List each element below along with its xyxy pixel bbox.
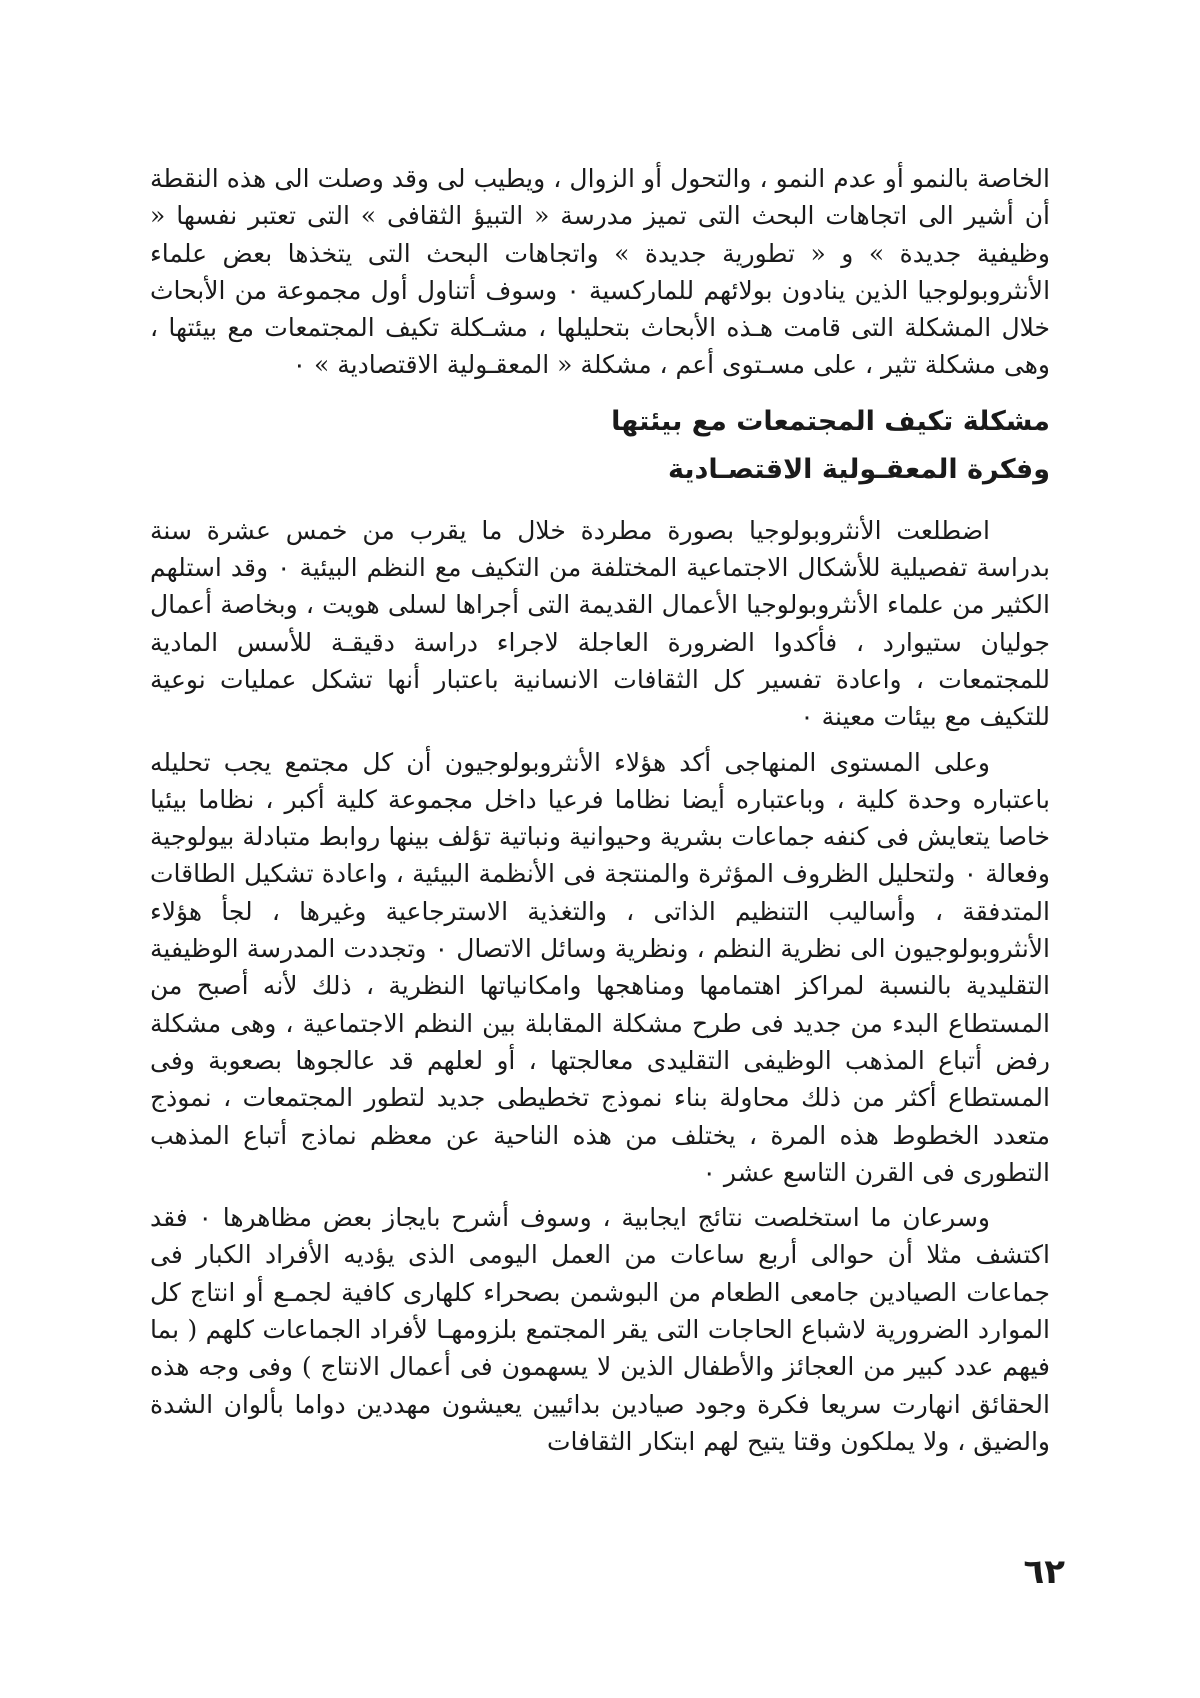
paragraph-adaptation-studies: اضطلعت الأنثروبولوجيا بصورة مطردة خلال ما يقرب من خمس عشرة سنة بدراسة تفصيلية للأشكال الاجتماعية المختلفة من التكيف مع النظم البيئية ٠ وقد استلهم الكثير من علماء الأنثروبولوجيا الأعمال القديمة التى أجراها لسلى هويت ، وبخاصة أعمال جوليان ستيوارد ، فأكدوا الضرورة العاجلة لاجراء دراسة دقيقـة للأسس المادية للمجتمعات ، واعادة تفسير كل الثقافات الانسانية باعتبار أنها تشكل عمليات نوعية للتكيف مع بيئات معينة ٠ — [150, 515, 1050, 732]
section-heading-line-1: مشكلة تكيف المجتمعات مع بيئتها — [611, 405, 1050, 437]
page-body — [150, 160, 1050, 1460]
paragraph-results: وسرعان ما استخلصت نتائج ايجابية ، وسوف أشرح بايجاز بعض مظاهرها ٠ فقد اكتشف مثلا أن حوالى أربع ساعات من العمل اليومى الذى يؤديه الأفراد الكبار فى جماعات الصيادين جامعى الطعام من البوشمن بصحراء كلهارى كافية لجمـع أو انتاج كل الموارد الضرورية لاشباع الحاجات التى يقر المجتمع بلزومهـا لأفراد الجماعات كلهم ( بما فيهم عدد كبير من العجائز والأطفال الذين لا يسهمون فى أعمال الانتاج ) وفى وجه هذه الحقائق انهارت سريعا فكرة وجود صيادين بدائيين يعيشون مهددين دواما بألوان الشدة والضيق ، ولا يملكون وقتا يتيح لهم ابتكار الثقافات — [150, 1203, 1050, 1456]
section-heading-line-2: وفكرة المعقـولية الاقتصـادية — [668, 453, 1050, 485]
paragraph-intro: الخاصة بالنمو أو عدم النمو ، والتحول أو الزوال ، ويطيب لى وقد وصلت الى هذه النقطة أن أشير الى اتجاهات البحث التى تميز مدرسة « التبيؤ الثقافى » التى تعتبر نفسها « وظيفية جديدة » و « تطورية جديدة » واتجاهات البحث التى يتخذها بعض علماء الأنثروبولوجيا الذين ينادون بولائهم للماركسية ٠ وسوف أتناول أول مجموعة من الأبحاث خلال المشكلة التى قامت هـذه الأبحاث بتحليلها ، مشـكلة تكيف المجتمعات مع بيئتها ، وهى مشكلة تثير ، على مسـتوى أعم ، مشكلة « المعقـولية الاقتصادية » ٠ — [150, 164, 1051, 380]
paragraph-methodology: وعلى المستوى المنهاجى أكد هؤلاء الأنثروبولوجيون أن كل مجتمع يجب تحليله باعتباره وحدة كلية ، وباعتباره أيضا نظاما فرعيا داخل مجموعة كلية أكبر ، نظاما بيئيا خاصا يتعايش فى كنفه جماعات بشرية وحيوانية ونباتية تؤلف بينها روابط متبادلة بيولوجية وفعالة ٠ ولتحليل الظروف المؤثرة والمنتجة فى الأنظمة البيئية ، واعادة تشكيل الطاقات المتدفقة ، وأساليب التنظيم الذاتى ، والتغذية الاسترجاعية وغيرها ، لجأ هؤلاء الأنثروبولوجيون الى نظرية النظم ، ونظرية وسائل الاتصال ٠ وتجددت المدرسة الوظيفية التقليدية بالنسبة لمراكز اهتمامها ومناهجها وامكانياتها النظرية ، ذلك لأنه أصبح من المستطاع البدء من جديد فى طرح مشكلة المقابلة بين النظم الاجتماعية ، وهى مشكلة رفض أتباع المذهب الوظيفى التقليدى معالجتها ، أو لعلهم قد عالجوها بصعوبة وفى المستطاع أكثر من ذلك محاولة بناء نموذج تخطيطى جديد لتطور المجتمعات ، نموذج متعدد الخطوط هذه المرة ، يختلف من هذه الناحية عن معظم نماذج أتباع المذهب التطورى فى القرن التاسع عشر ٠ — [150, 747, 1051, 1187]
page-number: ٦٢ — [1023, 1552, 1065, 1592]
